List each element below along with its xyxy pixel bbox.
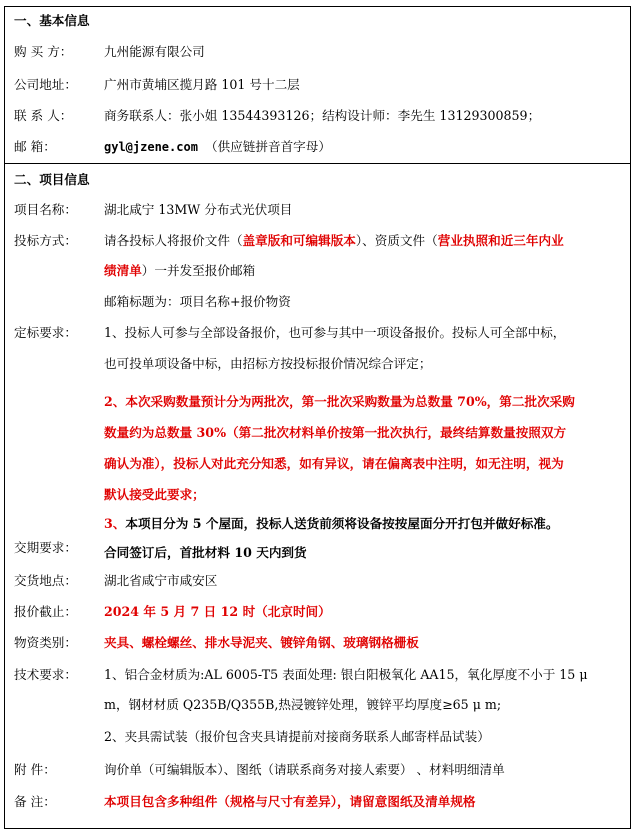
bid-line-1: 请各投标人将报价文件（盖章版和可编辑版本）、资质文件（营业执照和近三年内业 [104,233,564,248]
project-value: 湖北咸宁 13MW 分布式光伏项目 [104,202,293,217]
award-label: 定标要求： [14,325,77,340]
project-label: 项目名称： [14,202,77,217]
tech-label: 技术要求： [14,667,77,682]
tech-line3: 2、夹具需试装（报价包含夹具请提前对接商务联系人邮寄样品试装） [104,729,490,744]
buyer-value: 九州能源有限公司 [104,44,205,59]
note-value: 本项目包含多种组件（规格与尺寸有差异），请留意图纸及清单规格 [104,794,476,809]
category-value: 夹具、螺栓螺丝、排水导泥夹、镀锌角钢、玻璃钢格栅板 [104,635,419,650]
delivery-value: 合同签订后，首批材料 10 天内到货 [104,545,307,560]
deadline-value: 2024 年 5 月 7 日 12 时（北京时间） [104,604,331,619]
award-p2-line1: 2、本次采购数量预计分为两批次，第一批次采购数量为总数量 70%，第二批次采购 [104,394,575,409]
tech-line2: m，钢材材质 Q235B/Q355B,热浸镀锌处理，镀锌平均厚度≥65 μ m; [104,697,502,712]
bid-label: 投标方式： [14,233,77,248]
note-label: 备 注： [14,794,56,809]
email-note: （供应链拼音首字母） [205,139,331,154]
delivery-label: 交期要求： [14,540,77,555]
tech-line1: 1、铝合金材质为:AL 6005-T5 表面处理: 银白阳极氧化 AA15，氧化厚度不小于 15 μ [104,667,588,682]
address-value: 广州市黄埔区揽月路 101 号十二层 [104,77,300,92]
contact-label: 联 系 人： [14,108,73,123]
contact-value: 商务联系人：张小姐 13544393126；结构设计师：李先生 13129300859； [104,108,541,123]
address-label: 公司地址： [14,77,77,92]
award-p1-line2: 也可投单项设备中标，由招标方按投标报价情况综合评定； [104,356,432,371]
section2-heading: 二、项目信息 [14,172,90,187]
email-label: 邮 箱： [14,139,56,154]
deadline-label: 报价截止： [14,604,77,619]
award-p3: 3、本项目分为 5 个屋面，投标人送货前须将设备按按屋面分开打包并做好标准。 [104,516,559,531]
award-p2-line4: 默认接受此要求； [104,487,205,502]
award-p2-line2: 数量约为总数量 30%（第二批次材料单价按第一批次执行，最终结算数量按照双方 [104,425,567,440]
bid-line-2: 绩清单）一并发至报价邮箱 [104,263,256,278]
category-label: 物资类别： [14,635,77,650]
bid-line-3: 邮箱标题为：项目名称+报价物资 [104,294,291,309]
email-value[interactable]: gyl@jzene.com [104,140,198,154]
attach-value: 询价单（可编辑版本）、图纸（请联系商务对接人索要） 、材料明细清单 [104,762,505,777]
place-label: 交货地点： [14,573,77,588]
attach-label: 附 件： [14,762,56,777]
section1-heading: 一、基本信息 [14,13,90,28]
award-p2-line3: 确认为准），投标人对此充分知悉，如有异议，请在偏离表中注明，如无注明，视为 [104,456,564,471]
buyer-label: 购 买 方： [14,44,73,59]
award-p1-line1: 1、投标人可参与全部设备报价，也可参与其中一项设备报价。投标人可全部中标， [104,325,566,340]
place-value: 湖北省咸宁市咸安区 [104,573,218,588]
